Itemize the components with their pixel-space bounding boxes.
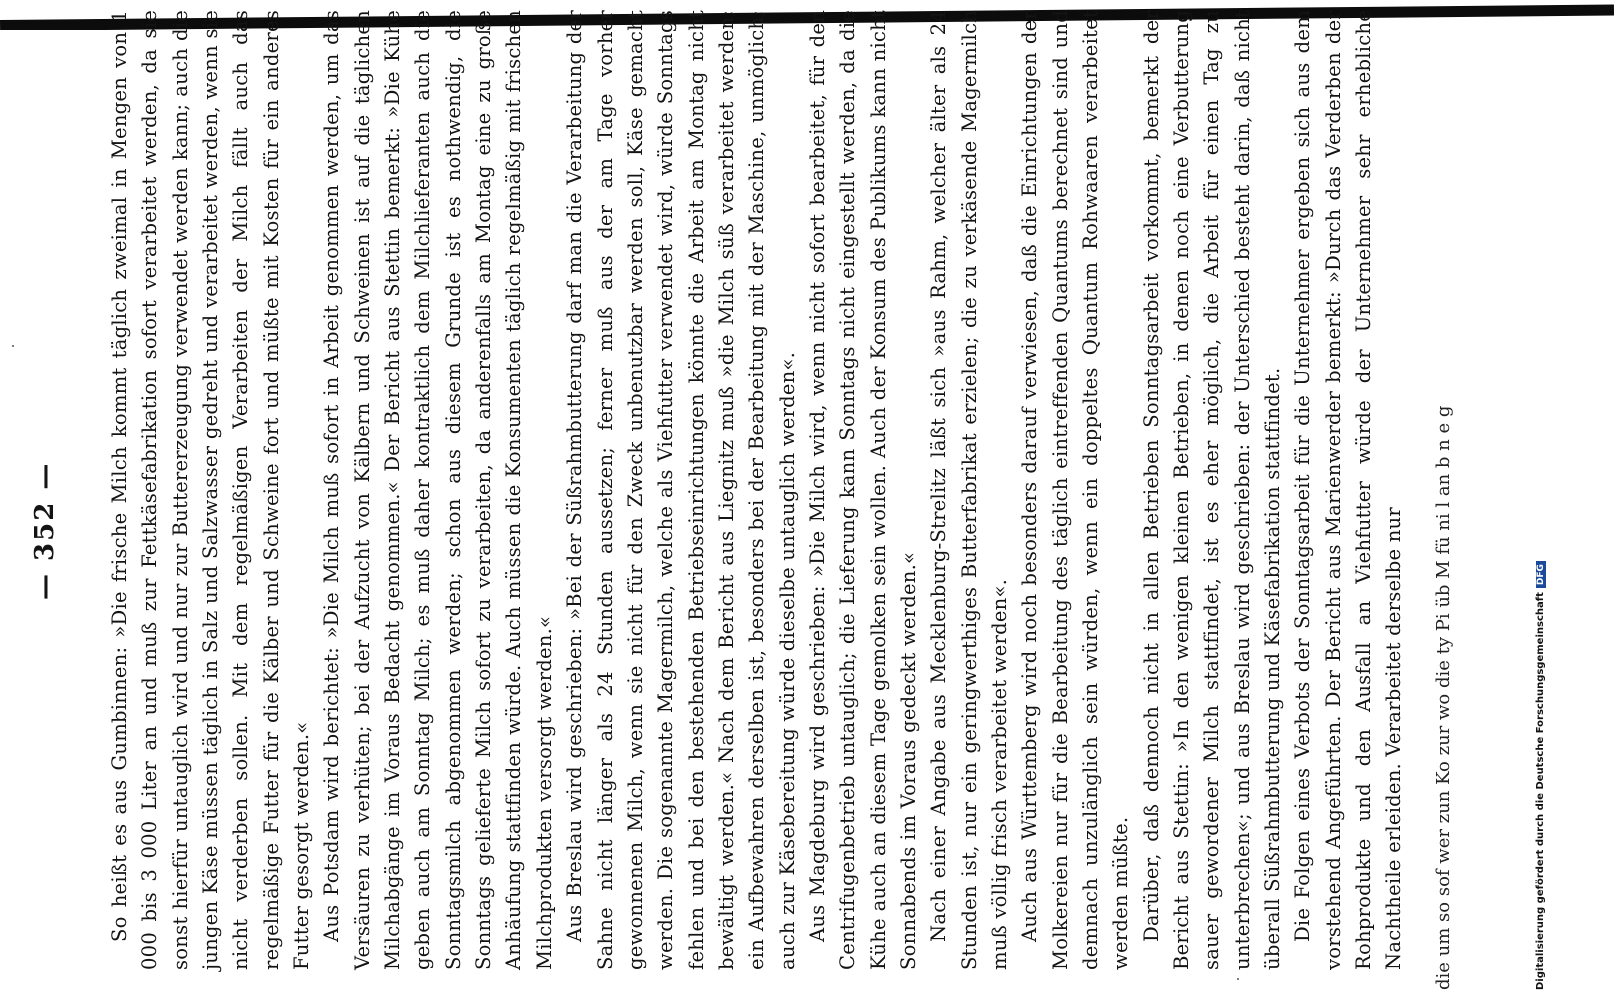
scan-speck	[12, 345, 14, 347]
body-text	[105, 10, 1410, 970]
paragraph-breslau: Aus Breslau wird geschrieben: »Bei der Süßrahmbutterung darf man die Verarbeitung der Sahne nicht länger als 24 Stunden aussetzen; ferner muß aus der am Tage vorher gewonnenen Milch, wenn sie nicht für den Zweck unbenutzbar werden soll, Käse gemacht werden. Die sogenannte Magermilch, welche als Viehfutter verwendet wird, würde Sonntags fehlen und bei den bestehenden Betriebseinrichtungen könnte die Arbeit am Montag nicht bewältigt werden.« Nach dem Bericht aus Liegnitz muß »die Milch süß verarbeitet werden; ein Aufbewahren derselben ist, besonders bei der Bearbeitung mit der Maschine, unmöglich; auch zur Käsebereitung würde dieselbe untauglich werden«.	[563, 10, 799, 970]
scan-speck	[1237, 978, 1239, 980]
attribution-text: Digitalisierung gefördert durch die Deutsche Forschungsgemeinschaft	[1535, 592, 1546, 990]
paragraph-stettin: Darüber, daß dennoch nicht in allen Betrieben Sonntagsarbeit vorkommt, bemerkt der Bericht aus Stettin: »In den wenigen kleinen Betrieben, in denen noch eine Verbutterung sauer gewordener Milch stattfindet, ist es eher möglich, die Arbeit für einen Tag zu unterbrechen«; und aus Breslau wird geschrieben: der Unterschied besteht darin, daß nicht überall Süßrahmbutterung und Käsefabrikation stattfindet.	[1139, 10, 1285, 970]
adjacent-page-fragments: die um so sof wer zun Ko zur wo die ty Pi üb M fü ni l an b n e g	[1433, 405, 1454, 990]
paragraph-mecklenburg: Nach einer Angabe aus Mecklenburg-Strelitz läßt sich »aus Rahm, welcher älter als 24 Stunden ist, nur ein geringwerthiges Butterfabrikat erzielen; die zu verkäsende Magermilch muß völlig frisch verarbeitet werden«.	[927, 10, 1011, 970]
paragraph-potsdam: Aus Potsdam wird berichtet: »Die Milch muß sofort in Arbeit genommen werden, um das Versäuren zu verhüten; bei der Aufzucht von Kälbern und Schweinen ist auf die täglichen Milchabgänge im Voraus Bedacht genommen.« Der Bericht aus Stettin bemerkt: »Die Kühe geben auch am Sonntag Milch; es muß daher kontraktlich dem Milchlieferanten auch die Sonntagsmilch abgenommen werden; schon aus diesem Grunde ist es nothwendig, die Sonntags gelieferte Milch sofort zu verarbeiten, da anderenfalls am Montag eine zu große Anhäufung stattfinden würde. Auch müssen die Konsumenten täglich regelmäßig mit frischen Milchprodukten versorgt werden.«	[320, 10, 556, 970]
dfg-logo-icon: DFG	[1536, 561, 1546, 588]
paragraph-gumbinnen: So heißt es aus Gumbinnen: »Die frische Milch kommt täglich zweimal in Mengen von 1 000 bis 3 000 Liter an und muß zur Fettkäsefabrikation sofort verarbeitet werden, da sie sonst hierfür untauglich wird und nur zur Buttererzeugung verwendet werden kann; auch die jungen Käse müssen täglich in Salz und Salzwasser gedreht und verarbeitet werden, wenn sie nicht verderben sollen. Mit dem regelmäßigen Verarbeiten der Milch fällt auch das regelmäßige Futter für die Kälber und Schweine fort und müßte mit Kosten für ein anderes Futter gesorgt werden.«	[108, 10, 314, 970]
dfg-attribution	[1535, 561, 1546, 990]
paragraph-magdeburg: Aus Magdeburg wird geschrieben: »Die Milch wird, wenn nicht sofort bearbeitet, für den Centrifugenbetrieb untauglich; die Lieferung kann Sonntags nicht eingestellt werden, da die Kühe auch an diesem Tage gemolken sein wollen. Auch der Konsum des Publikums kann nicht Sonnabends im Voraus gedeckt werden.«	[805, 10, 920, 970]
page-number: — 352 —	[30, 461, 60, 600]
paragraph-folgen: Die Folgen eines Verbots der Sonntagsarbeit für die Unternehmer ergeben sich aus dem vorstehend Angeführten. Der Bericht aus Marienwerder bemerkt: »Durch das Verderben der Rohprodukte und den Ausfall an Viehfutter würde der Unternehmer sehr erhebliche Nachtheile erleiden. Verarbeitet derselbe nur	[1291, 10, 1406, 970]
paragraph-wuerttemberg: Auch aus Württemberg wird noch besonders darauf verwiesen, daß die Einrichtungen der Molkereien nur für die Bearbeitung des täglich eintreffenden Quantums berechnet sind und demnach unzulänglich sein würden, wenn ein doppeltes Quantum Rohwaaren verarbeitet werden müßte.	[1018, 10, 1133, 970]
